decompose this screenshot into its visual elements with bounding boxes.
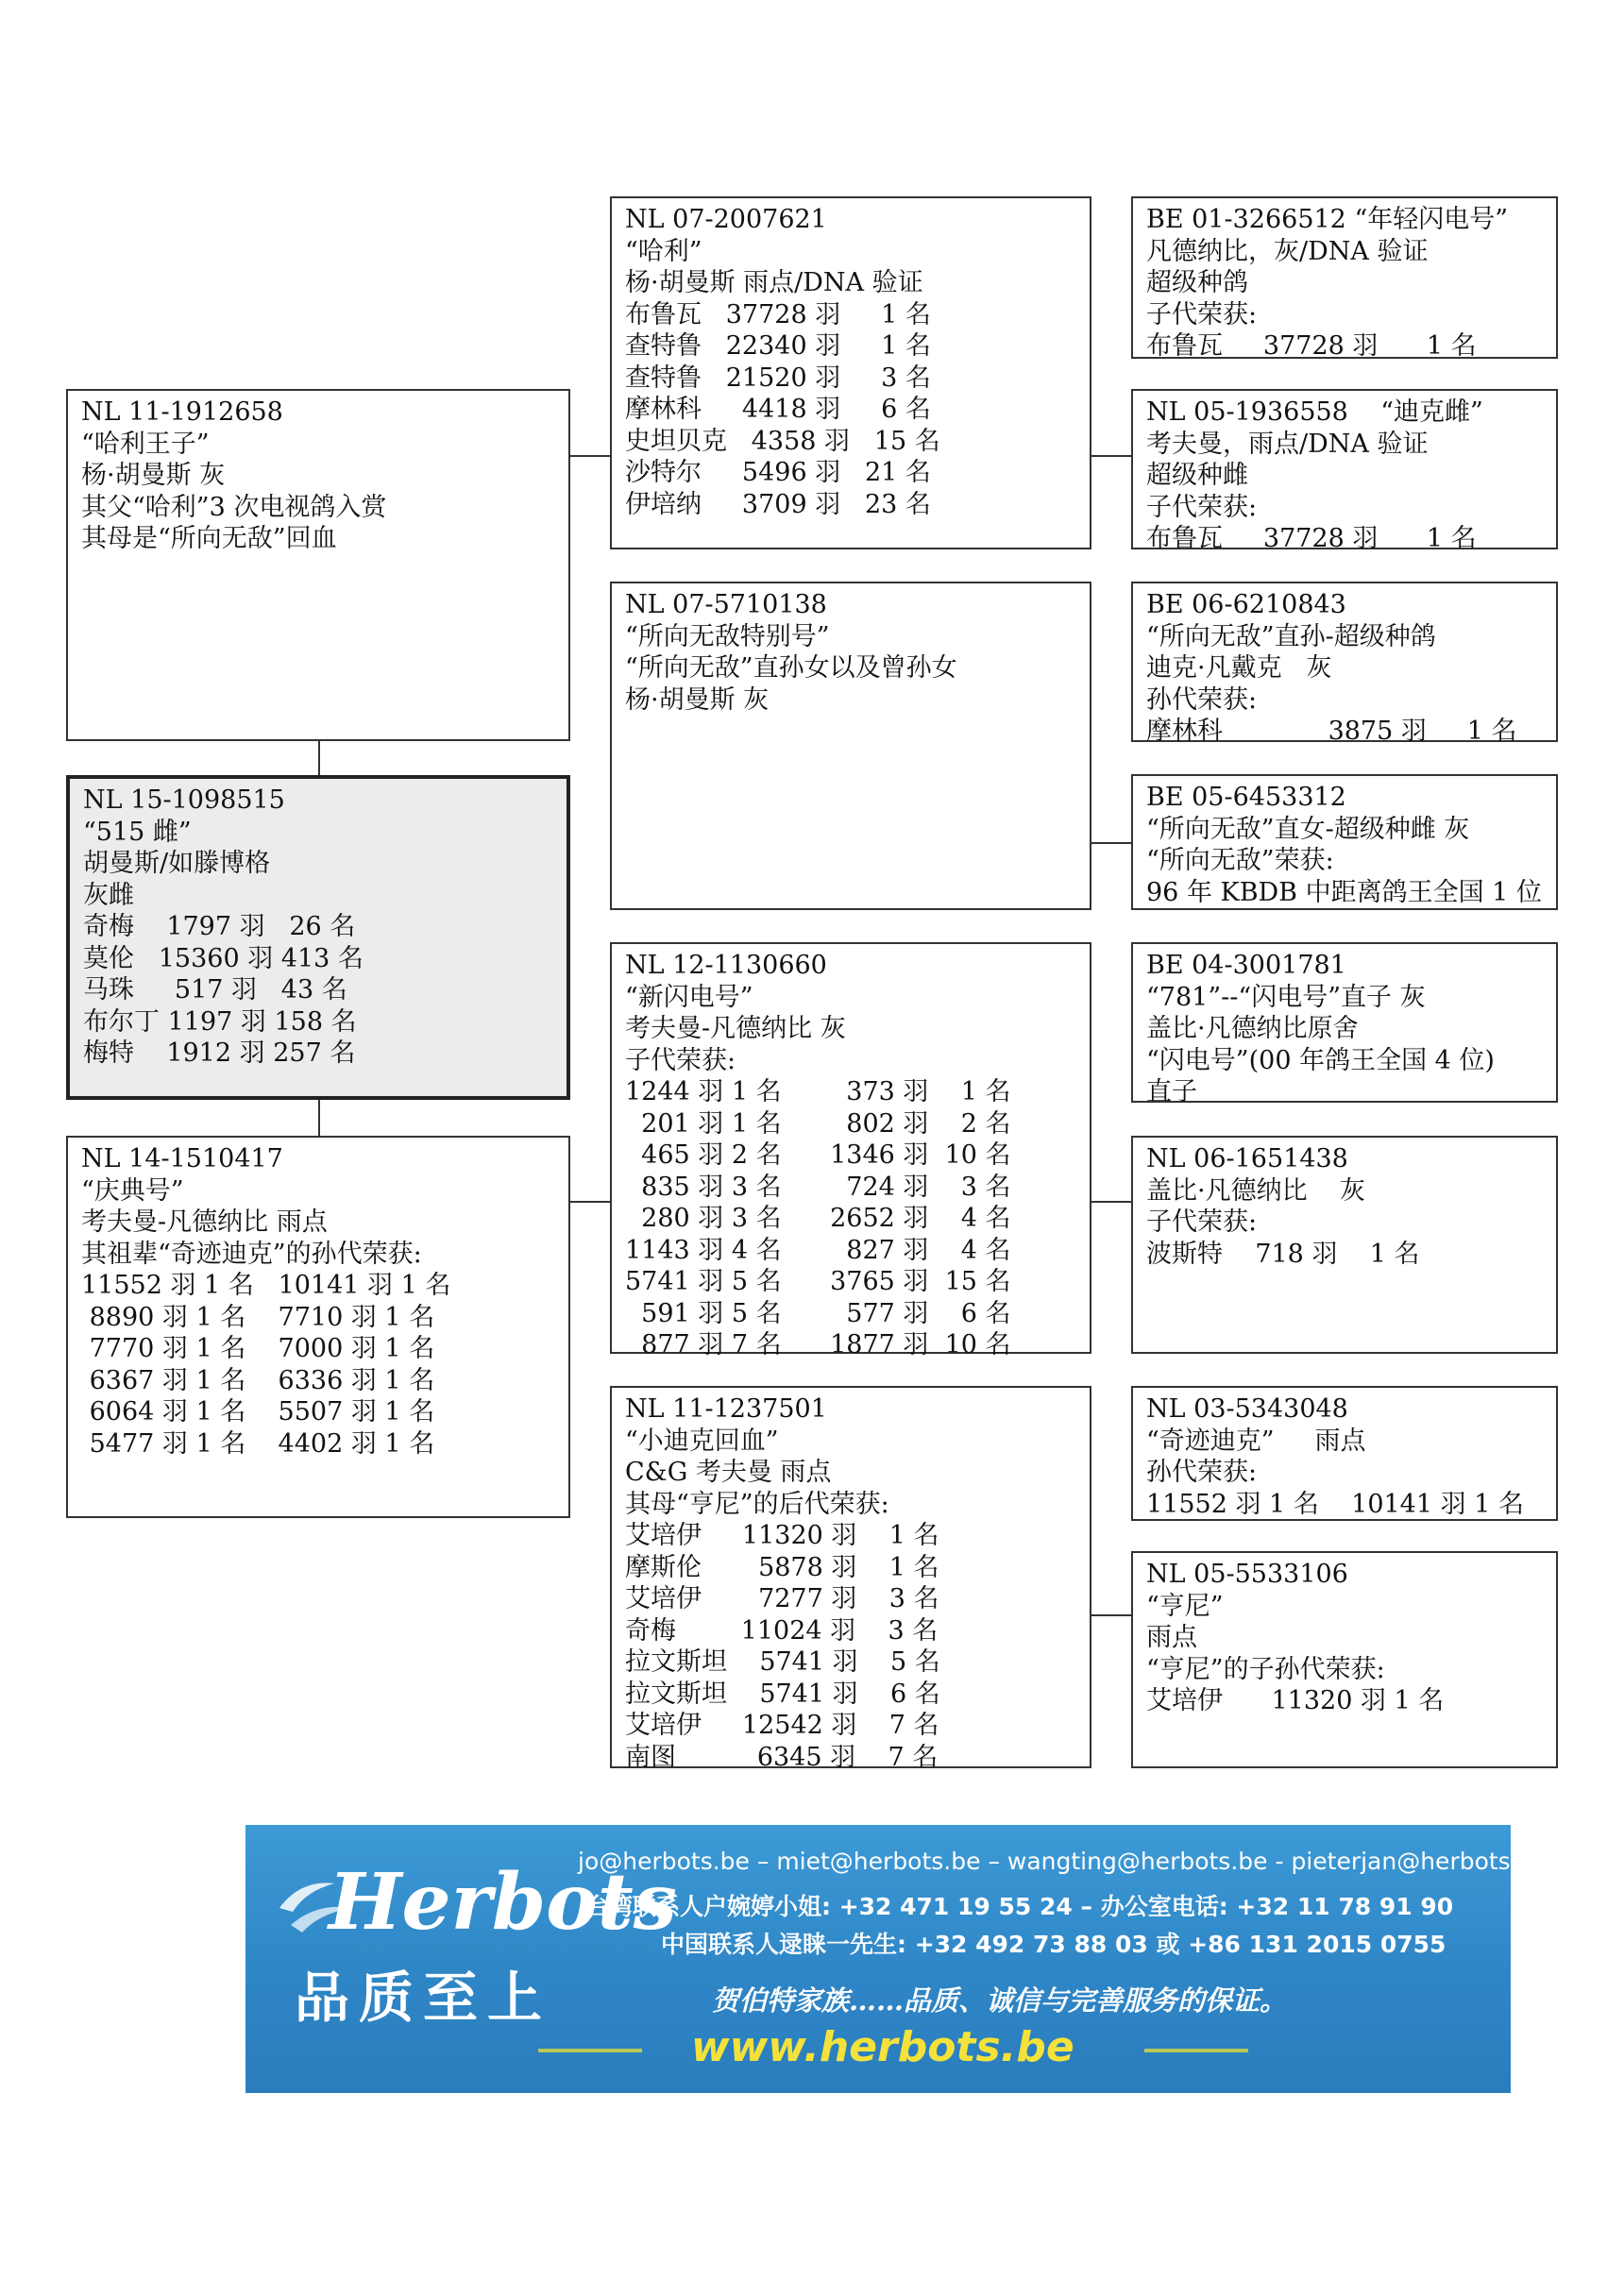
pedigree-line: “515 雌” <box>83 817 192 847</box>
pedigree-line: 877 羽 7 名 1877 羽 10 名 <box>625 1330 1011 1359</box>
sss-box <box>1131 196 1558 359</box>
pedigree-line: “所向无敌特别号” <box>625 621 830 651</box>
pedigree-line: 考夫曼-凡德纳比 灰 <box>625 1014 846 1043</box>
dam-dam-box <box>610 1386 1091 1772</box>
pedigree-line: 艾培伊 11320 羽 1 名 <box>625 1521 939 1550</box>
pedigree-line: 超级种雌 <box>1146 461 1248 490</box>
connector <box>318 1100 320 1136</box>
website-link[interactable]: www.herbots.be <box>691 2023 1074 2071</box>
connector <box>570 455 610 457</box>
dam-sire-box <box>610 942 1091 1359</box>
pedigree-line: 艾培伊 7277 羽 3 名 <box>625 1584 939 1613</box>
pedigree-line: 96 年 KBDB 中距离鸽王全国 1 位 <box>1146 877 1542 907</box>
pedigree-line: 201 羽 1 名 802 羽 2 名 <box>625 1108 1011 1139</box>
connector <box>1091 455 1131 457</box>
pedigree-line: “781”--“闪电号”直子 灰 <box>1146 982 1426 1012</box>
pedigree-line: NL 11-1912658 <box>81 397 283 427</box>
connector <box>1091 1201 1131 1203</box>
email-list: jo@herbots.be – miet@herbots.be – wangting@herbots.be - pieterjan@herbots.be <box>578 1848 1548 1875</box>
pedigree-line: 考夫曼-凡德纳比 雨点 <box>81 1207 328 1237</box>
pedigree-line: NL 14-1510417 <box>81 1144 283 1173</box>
sdd-box <box>1131 774 1558 910</box>
pedigree-line: 布尔丁 1197 羽 158 名 <box>83 1006 357 1037</box>
pedigree-line: 拉文斯坦 5741 羽 5 名 <box>625 1647 940 1677</box>
pedigree-line: 艾培伊 12542 羽 7 名 <box>625 1711 939 1740</box>
slogan: 品质至上 <box>295 1966 552 2030</box>
pedigree-line: 灰雌 <box>83 880 134 910</box>
pedigree-line: 杨·胡曼斯 雨点/DNA 验证 <box>625 268 923 297</box>
pedigree-line: NL 07-2007621 <box>625 205 827 234</box>
pedigree-line: 沙特尔 5496 羽 21 名 <box>625 458 931 487</box>
sds-box <box>1131 582 1558 746</box>
pedigree-line: “哈利王子” <box>81 429 210 459</box>
pedigree-line: 莫伦 15360 羽 413 名 <box>83 943 364 973</box>
pedigree-line: “新闪电号” <box>625 982 753 1012</box>
pedigree-line: 5477 羽 1 名 4402 羽 1 名 <box>81 1428 435 1459</box>
decorative-line-right <box>1144 2049 1248 2052</box>
pedigree-line: “哈利” <box>625 236 702 266</box>
pedigree-line: 布鲁瓦 37728 羽 1 名 <box>1146 524 1477 553</box>
pedigree-line: 奇梅 11024 羽 3 名 <box>625 1615 939 1646</box>
pedigree-line: 其父“哈利”3 次电视鸽入赏 <box>81 492 387 522</box>
sire-sire-box <box>610 196 1091 549</box>
pedigree-line: 超级种鸽 <box>1146 268 1248 297</box>
pedigree-line: 835 羽 3 名 724 羽 3 名 <box>625 1172 1011 1202</box>
pedigree-line: 摩斯伦 5878 羽 1 名 <box>625 1552 939 1582</box>
pedigree-line: 摩林科 3875 羽 1 名 <box>1146 717 1517 746</box>
pedigree-line: “庆典号” <box>81 1175 184 1206</box>
pedigree-line: “小迪克回血” <box>625 1426 779 1456</box>
pedigree-line: 1244 羽 1 名 373 羽 1 名 <box>625 1077 1011 1106</box>
pedigree-line: NL 11-1237501 <box>625 1394 827 1424</box>
dss-box <box>1131 942 1558 1106</box>
contact-banner <box>245 1825 1548 2093</box>
connector <box>318 741 320 775</box>
pedigree-line: NL 07-5710138 <box>625 590 827 619</box>
pedigree-line: BE 05-6453312 <box>1146 783 1346 812</box>
connector <box>570 1201 610 1203</box>
ssd-box <box>1131 389 1558 553</box>
pedigree-line: NL 03-5343048 <box>1146 1394 1348 1424</box>
pedigree-line: 查特鲁 22340 羽 1 名 <box>625 331 931 361</box>
pedigree-line: “所向无敌”直女-超级种雌 灰 <box>1146 814 1470 844</box>
pedigree-line: NL 15-1098515 <box>83 785 285 815</box>
pedigree-line: 465 羽 2 名 1346 羽 10 名 <box>625 1140 1011 1170</box>
logo-text: Herbots <box>329 1857 677 1948</box>
pedigree-line: 艾培伊 11320 羽 1 名 <box>1146 1686 1445 1715</box>
pedigree-line: 南图 6345 羽 7 名 <box>625 1742 939 1772</box>
tagline: 贺伯特家族……品质、诚信与完善服务的保证。 <box>712 1984 1288 2017</box>
pedigree-line: 280 羽 3 名 2652 羽 4 名 <box>625 1204 1011 1233</box>
pedigree-line: 考夫曼，雨点/DNA 验证 <box>1146 429 1429 459</box>
pedigree-line: BE 01-3266512 “年轻闪电号” <box>1146 205 1509 234</box>
pedigree-line: “所向无敌”荣获: <box>1146 846 1334 875</box>
pedigree-line: 杨·胡曼斯 灰 <box>81 461 226 490</box>
pedigree-line: 雨点 <box>1146 1623 1197 1652</box>
contact-taiwan: 台湾联系人户婉婷小姐: +32 471 19 55 24 – 办公室电话: +32 11 78 91 90 <box>585 1893 1454 1920</box>
herbots-logo <box>272 1842 677 1955</box>
sire-dam-box <box>610 582 1091 910</box>
pedigree-line: 孙代荣获: <box>1146 684 1258 715</box>
pedigree-line: 布鲁瓦 37728 羽 1 名 <box>625 299 931 329</box>
pedigree-line: 波斯特 718 羽 1 名 <box>1146 1239 1420 1269</box>
pedigree-line: “所向无敌”直孙-超级种鸽 <box>1146 621 1436 651</box>
pedigree-line: C&G 考夫曼 雨点 <box>625 1458 832 1487</box>
pedigree-line: BE 04-3001781 <box>1146 951 1346 980</box>
pedigree-line: NL 05-1936558 “迪克雌” <box>1146 397 1483 427</box>
pedigree-line: 其母是“所向无敌”回血 <box>81 524 337 553</box>
pedigree-line: 子代荣获: <box>1146 492 1258 522</box>
pedigree-line: 其母“亨尼”的后代荣获: <box>625 1489 889 1519</box>
pedigree-line: 梅特 1912 羽 257 名 <box>83 1038 356 1068</box>
pedigree-line: 11552 羽 1 名 10141 羽 1 名 <box>1146 1489 1524 1519</box>
decorative-line-left <box>538 2049 642 2052</box>
contact-china: 中国联系人逯睐一先生: +32 492 73 88 03 或 +86 131 2015 0755 <box>661 1931 1446 1958</box>
pedigree-line: 查特鲁 21520 羽 3 名 <box>625 363 931 393</box>
pedigree-line: 摩林科 4418 羽 6 名 <box>625 395 931 424</box>
pedigree-line: 奇梅 1797 羽 26 名 <box>83 912 356 941</box>
pedigree-line: 盖比·凡德纳比 灰 <box>1146 1175 1365 1206</box>
pedigree-line: “亨尼” <box>1146 1591 1224 1621</box>
pedigree-line: 11552 羽 1 名 10141 羽 1 名 <box>81 1271 451 1300</box>
pedigree-line: 子代荣获: <box>1146 299 1258 329</box>
dds-box <box>1131 1386 1558 1521</box>
pedigree-line: 史坦贝克 4358 羽 15 名 <box>625 426 940 456</box>
pedigree-line: 1143 羽 4 名 827 羽 4 名 <box>625 1235 1011 1265</box>
pedigree-line: “奇迹迪克” 雨点 <box>1146 1426 1366 1456</box>
pedigree-line: 6064 羽 1 名 5507 羽 1 名 <box>81 1397 435 1427</box>
pedigree-line: 子代荣获: <box>625 1045 736 1075</box>
pedigree-line: 591 羽 5 名 577 羽 6 名 <box>625 1298 1011 1328</box>
connector <box>1091 842 1131 844</box>
subject-box <box>66 775 570 1100</box>
pedigree-line: 子代荣获: <box>1146 1207 1258 1237</box>
pedigree-line: 直子 <box>1146 1077 1197 1106</box>
ddd-box <box>1131 1551 1558 1768</box>
pedigree-line: 伊培纳 3709 羽 23 名 <box>625 489 931 519</box>
pedigree-line: 8890 羽 1 名 7710 羽 1 名 <box>81 1302 435 1332</box>
pedigree-line: 布鲁瓦 37728 羽 1 名 <box>1146 331 1477 361</box>
pedigree-line: NL 12-1130660 <box>625 951 827 980</box>
pedigree-line: 杨·胡曼斯 灰 <box>625 684 770 715</box>
pedigree-line: “闪电号”(00 年鸽王全国 4 位) <box>1146 1045 1495 1075</box>
pedigree-line: 拉文斯坦 5741 羽 6 名 <box>625 1679 940 1709</box>
pedigree-line: 胡曼斯/如滕博格 <box>83 849 271 878</box>
dsd-box <box>1131 1136 1558 1354</box>
pedigree-line: “所向无敌”直孙女以及曾孙女 <box>625 653 957 683</box>
pedigree-line: 孙代荣获: <box>1146 1458 1258 1487</box>
sire-box <box>66 389 570 741</box>
pedigree-line: NL 06-1651438 <box>1146 1144 1348 1173</box>
pedigree-line: 其祖辈“奇迹迪克”的孙代荣获: <box>81 1239 422 1269</box>
pedigree-line: 迪克·凡戴克 灰 <box>1146 653 1332 683</box>
pedigree-line: NL 05-5533106 <box>1146 1560 1348 1589</box>
dam-box <box>66 1136 570 1518</box>
pedigree-line: “亨尼”的子孙代荣获: <box>1146 1654 1385 1684</box>
pedigree-line: 盖比·凡德纳比原舍 <box>1146 1014 1359 1043</box>
connector <box>1091 1614 1131 1616</box>
pedigree-line: 5741 羽 5 名 3765 羽 15 名 <box>625 1267 1011 1296</box>
pedigree-line: 凡德纳比，灰/DNA 验证 <box>1146 236 1429 266</box>
pedigree-line: 马珠 517 羽 43 名 <box>83 975 347 1004</box>
pedigree-line: 7770 羽 1 名 7000 羽 1 名 <box>81 1334 435 1363</box>
pedigree-line: BE 06-6210843 <box>1146 590 1346 619</box>
pedigree-line: 6367 羽 1 名 6336 羽 1 名 <box>81 1365 435 1395</box>
